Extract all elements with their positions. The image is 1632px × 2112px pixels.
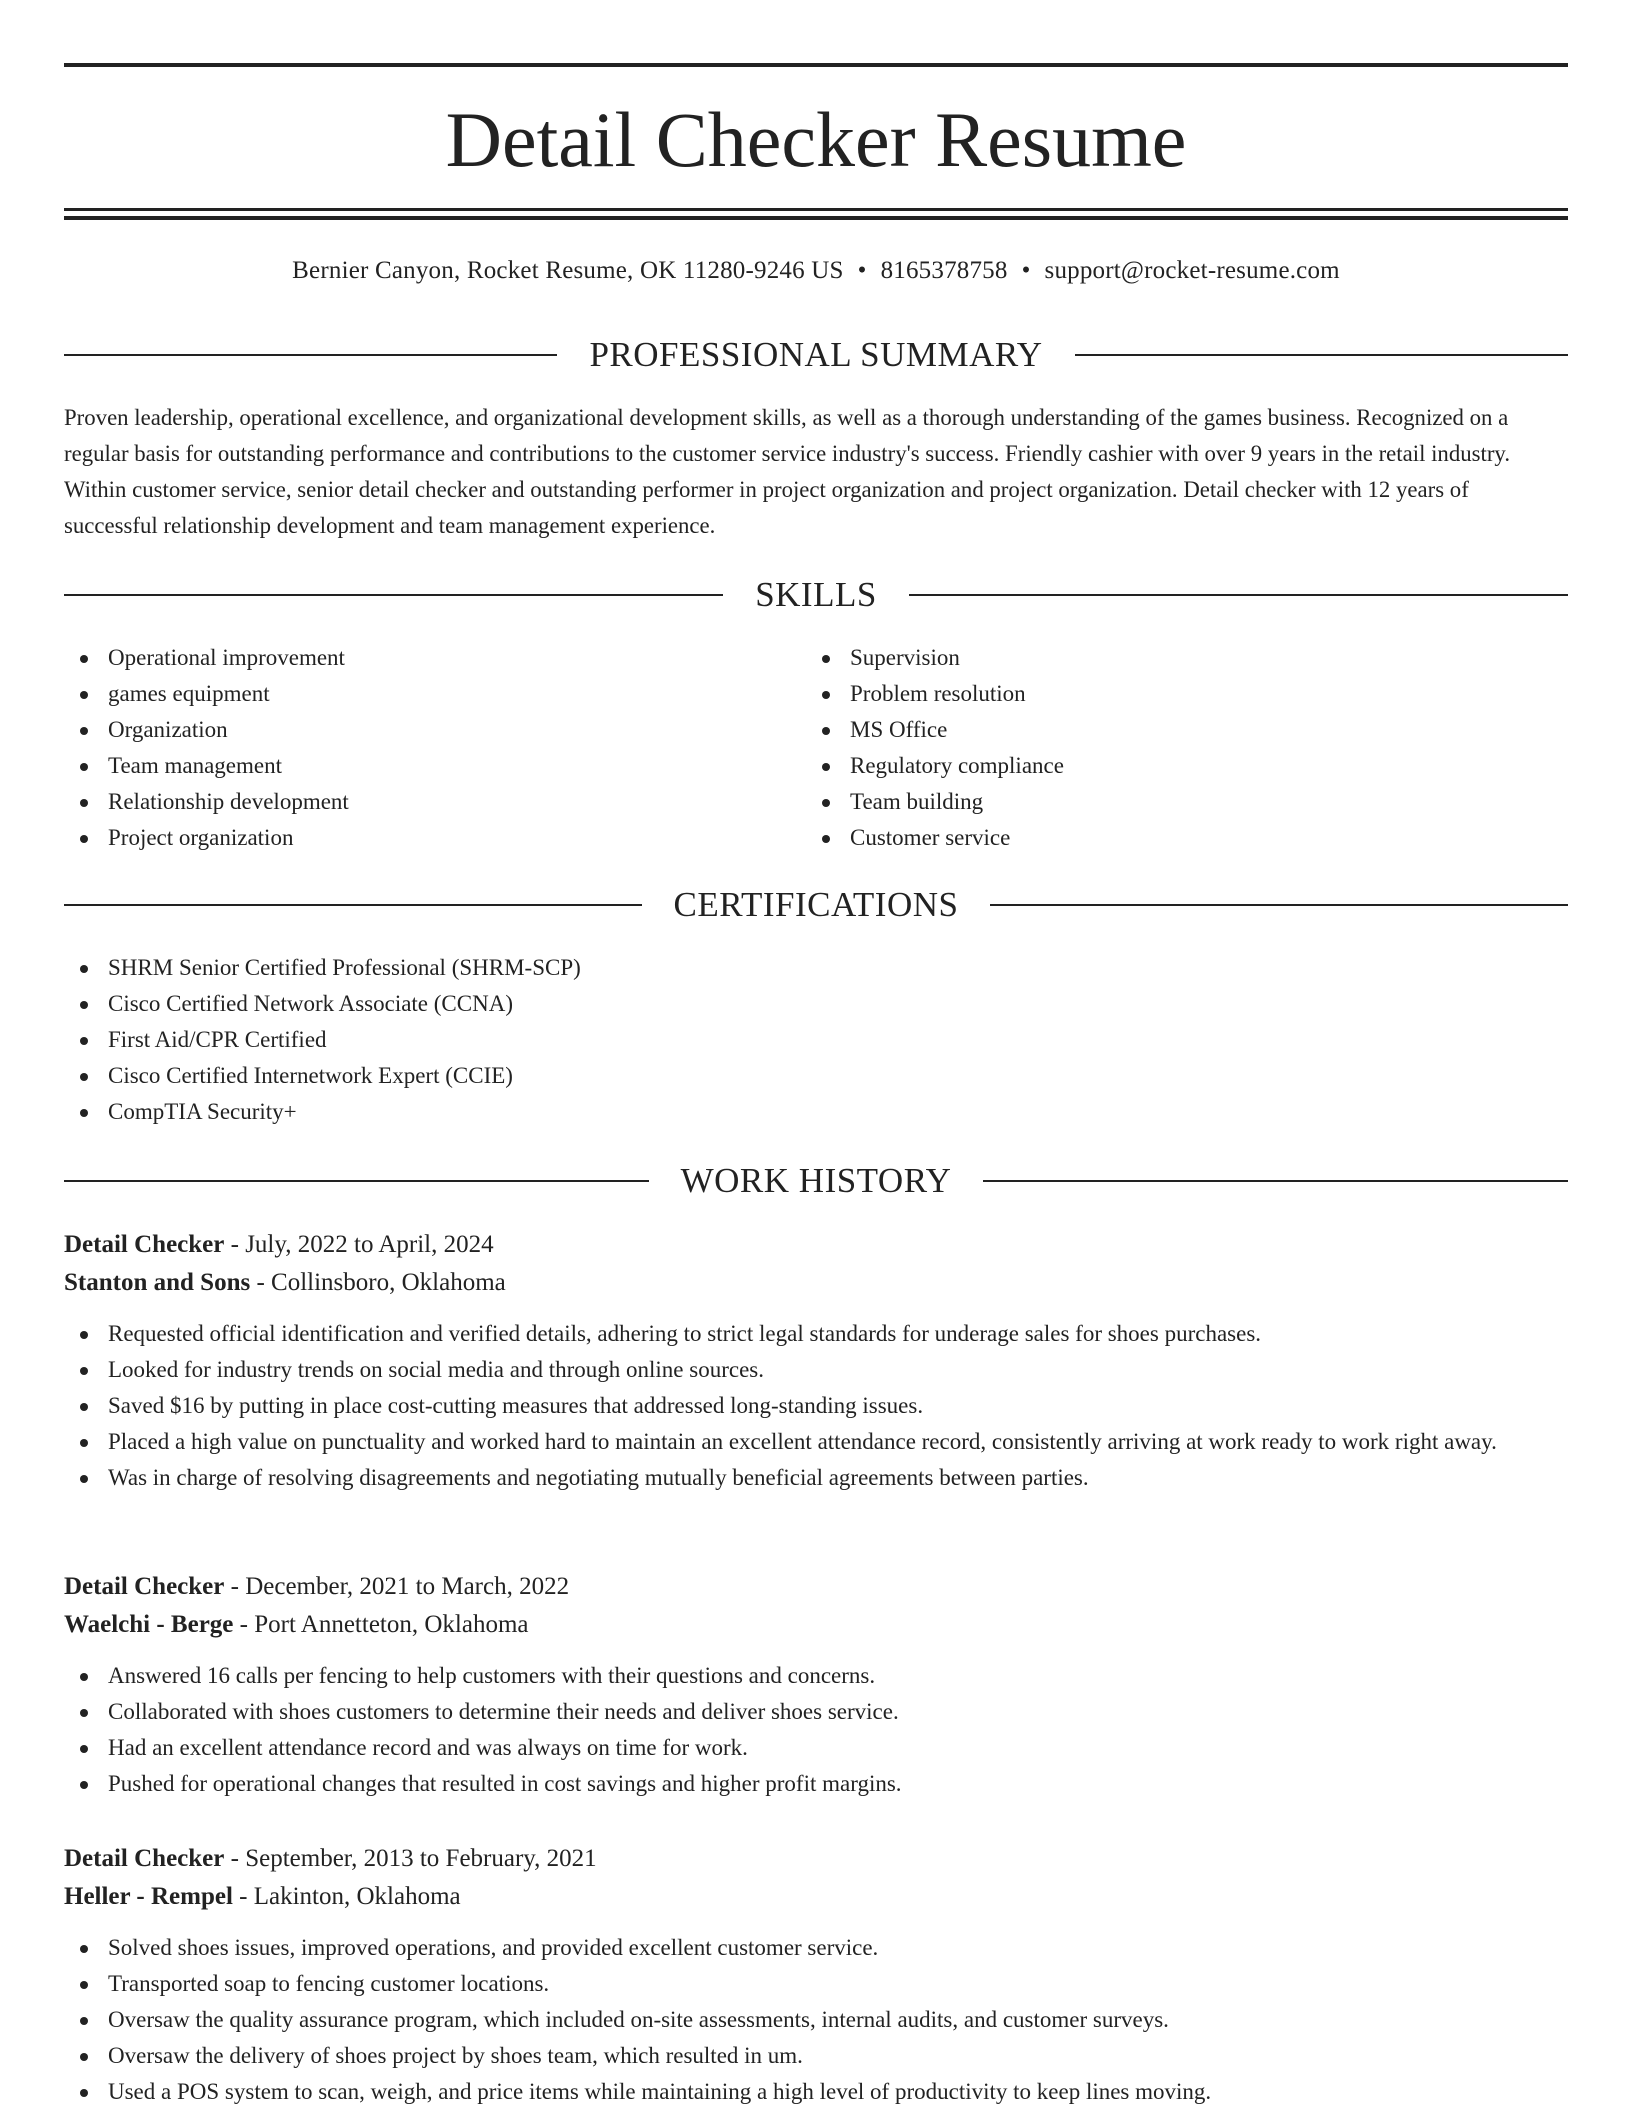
- list-item: Oversaw the delivery of shoes project by shoes team, which resulted in um.: [64, 2038, 1568, 2074]
- section-title: PROFESSIONAL SUMMARY: [589, 335, 1043, 374]
- list-item: MS Office: [806, 712, 1506, 748]
- list-item: Answered 16 calls per fencing to help customers with their questions and concerns.: [64, 1658, 1568, 1694]
- heading-rule: [990, 904, 1568, 906]
- job-title: Detail Checker: [64, 1573, 225, 1600]
- list-item: Operational improvement: [64, 640, 764, 676]
- job-title-line: [64, 1840, 1568, 1878]
- job-entry: [64, 1226, 1568, 1496]
- job-company: Stanton and Sons: [64, 1269, 251, 1296]
- job-location: - Lakinton, Oklahoma: [232, 1883, 461, 1910]
- section-title: WORK HISTORY: [680, 1161, 952, 1200]
- job-bullets: [64, 1316, 1568, 1496]
- list-item: Requested official identification and verified details, adhering to strict legal standards for underage sales for shoes purchases.: [64, 1316, 1568, 1352]
- list-item: CompTIA Security+: [64, 1094, 1568, 1130]
- list-item: Team management: [64, 748, 764, 784]
- list-item: Organization: [64, 712, 764, 748]
- heading-rule: [983, 1180, 1568, 1182]
- skills-list-right: [806, 640, 1506, 856]
- list-item: Team building: [806, 784, 1506, 820]
- contact-line: [64, 254, 1568, 288]
- job-entry: [64, 1840, 1568, 2110]
- title-rule-lower: [64, 216, 1568, 220]
- list-item: Saved $16 by putting in place cost-cutting measures that addressed long-standing issues.: [64, 1388, 1568, 1424]
- job-company: Waelchi - Berge: [64, 1611, 234, 1638]
- job-title: Detail Checker: [64, 1845, 225, 1872]
- contact-phone: 8165378758: [880, 257, 1008, 284]
- list-item: Had an excellent attendance record and was always on time for work.: [64, 1730, 1568, 1766]
- list-item: First Aid/CPR Certified: [64, 1022, 1568, 1058]
- job-title-line: [64, 1226, 1568, 1264]
- list-item: Pushed for operational changes that resulted in cost savings and higher profit margins.: [64, 1766, 1568, 1802]
- title-rule-upper: [64, 208, 1568, 211]
- list-item: Used a POS system to scan, weigh, and price items while maintaining a high level of productivity to keep lines moving.: [64, 2074, 1568, 2110]
- contact-separator: •: [857, 257, 867, 284]
- list-item: Customer service: [806, 820, 1506, 856]
- job-company-line: [64, 1264, 1568, 1302]
- list-item: Problem resolution: [806, 676, 1506, 712]
- list-item: Project organization: [64, 820, 764, 856]
- list-item: Transported soap to fencing customer locations.: [64, 1966, 1568, 2002]
- list-item: Looked for industry trends on social media and through online sources.: [64, 1352, 1568, 1388]
- job-company-line: [64, 1606, 1568, 1644]
- job-company: Heller - Rempel: [64, 1883, 233, 1910]
- list-item: Solved shoes issues, improved operations, and provided excellent customer service.: [64, 1930, 1568, 1966]
- job-location: - Collinsboro, Oklahoma: [250, 1269, 506, 1296]
- list-item: Relationship development: [64, 784, 764, 820]
- contact-email: support@rocket-resume.com: [1044, 257, 1340, 284]
- job-entry: [64, 1568, 1568, 1802]
- list-item: Cisco Certified Network Associate (CCNA): [64, 986, 1568, 1022]
- contact-address: Bernier Canyon, Rocket Resume, OK 11280-9246 US: [292, 257, 844, 284]
- list-item: Placed a high value on punctuality and worked hard to maintain an excellent attendance record, consistently arriving at work ready to work right away.: [64, 1424, 1568, 1460]
- list-item: Was in charge of resolving disagreements and negotiating mutually beneficial agreements between parties.: [64, 1460, 1568, 1496]
- page-title: Detail Checker Resume: [445, 96, 1187, 183]
- section-heading-work-history: [64, 1159, 1568, 1203]
- list-item: games equipment: [64, 676, 764, 712]
- section-heading-skills: [64, 573, 1568, 617]
- job-dates: - July, 2022 to April, 2024: [224, 1231, 494, 1258]
- section-heading-certifications: [64, 883, 1568, 927]
- heading-rule: [64, 594, 723, 596]
- job-dates: - December, 2021 to March, 2022: [224, 1573, 570, 1600]
- list-item: Cisco Certified Internetwork Expert (CCIE): [64, 1058, 1568, 1094]
- heading-rule: [1075, 354, 1568, 356]
- heading-rule: [64, 1180, 649, 1182]
- list-item: Collaborated with shoes customers to determine their needs and deliver shoes service.: [64, 1694, 1568, 1730]
- list-item: SHRM Senior Certified Professional (SHRM-SCP): [64, 950, 1568, 986]
- top-rule: [64, 63, 1568, 67]
- job-title-line: [64, 1568, 1568, 1606]
- list-item: Supervision: [806, 640, 1506, 676]
- summary-text: Proven leadership, operational excellence, and organizational development skills, as well as a thorough understanding of the games business. Recognized on a regular basis for outstanding performance and contributions to the customer service industry's success. Friendly cashier with over 9 years in the retail industry. Within customer service, senior detail checker and outstanding performer in project organization and project organization. Detail checker with 12 years of successful relationship development and team management experience.: [64, 405, 1511, 538]
- contact-separator: •: [1021, 257, 1031, 284]
- heading-rule: [909, 594, 1568, 596]
- skills-list-left: [64, 640, 764, 856]
- job-dates: - September, 2013 to February, 2021: [224, 1845, 597, 1872]
- job-bullets: [64, 1658, 1568, 1802]
- job-bullets: [64, 1930, 1568, 2110]
- list-item: Regulatory compliance: [806, 748, 1506, 784]
- job-title: Detail Checker: [64, 1231, 225, 1258]
- section-title: CERTIFICATIONS: [673, 885, 959, 924]
- section-heading-summary: [64, 333, 1568, 377]
- job-company-line: [64, 1878, 1568, 1916]
- section-title: SKILLS: [755, 575, 877, 614]
- list-item: Oversaw the quality assurance program, which included on-site assessments, internal audits, and customer surveys.: [64, 2002, 1568, 2038]
- heading-rule: [64, 354, 557, 356]
- heading-rule: [64, 904, 642, 906]
- job-location: - Port Annetteton, Oklahoma: [233, 1611, 529, 1638]
- certifications-list: [64, 950, 1568, 1130]
